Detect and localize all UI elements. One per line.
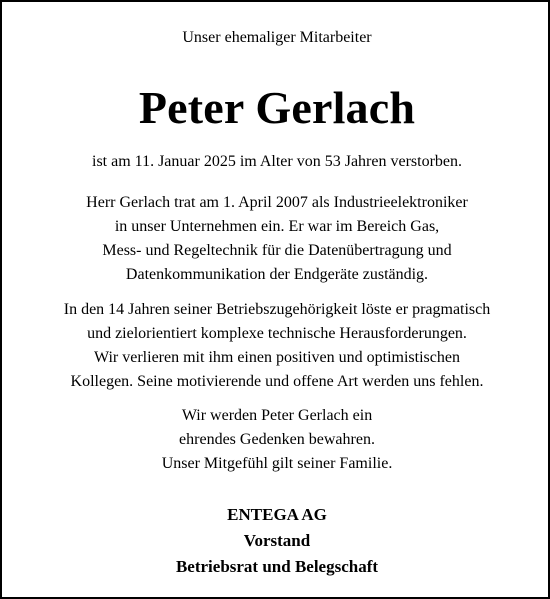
career-line: Herr Gerlach trat am 1. April 2007 als Industrieelektroniker [86,194,468,211]
career-paragraph [2,191,550,287]
death-notice-line: ist am 11. Januar 2025 im Alter von 53 Jahren verstorben. [92,153,462,170]
memory-paragraph [2,404,550,476]
tribute-line: Wir verlieren mit ihm einen positiven und optimistischen [94,349,460,366]
signature-staff: Betriebsrat und Belegschaft [175,557,379,576]
memory-line: Unser Mitgefühl gilt seiner Familie. [161,455,393,472]
tribute-line: und zielorientiert komplexe technische Herausforderungen. [87,325,467,342]
deceased-name: Peter Gerlach [138,82,416,133]
death-notice [2,150,550,174]
tribute-line: Kollegen. Seine motivierende und offene Art werden uns fehlen. [70,373,484,390]
signature-company: ENTEGA AG [227,505,327,524]
tribute-paragraph [2,298,550,394]
memory-line: Wir werden Peter Gerlach ein [181,407,373,424]
career-line: Mess- und Regeltechnik für die Datenübertragung und [102,242,452,259]
intro-line: Unser ehemaliger Mitarbeiter [182,29,372,46]
signature-board: Vorstand [243,531,311,550]
memory-line: ehrendes Gedenken bewahren. [179,431,375,448]
signature-block [2,502,550,580]
tribute-line: In den 14 Jahren seiner Betriebszugehörigkeit löste er pragmatisch [63,301,491,318]
career-line: in unser Unternehmen ein. Er war im Bereich Gas, [114,218,440,235]
career-line: Datenkommunikation der Endgeräte zuständig. [125,266,429,283]
